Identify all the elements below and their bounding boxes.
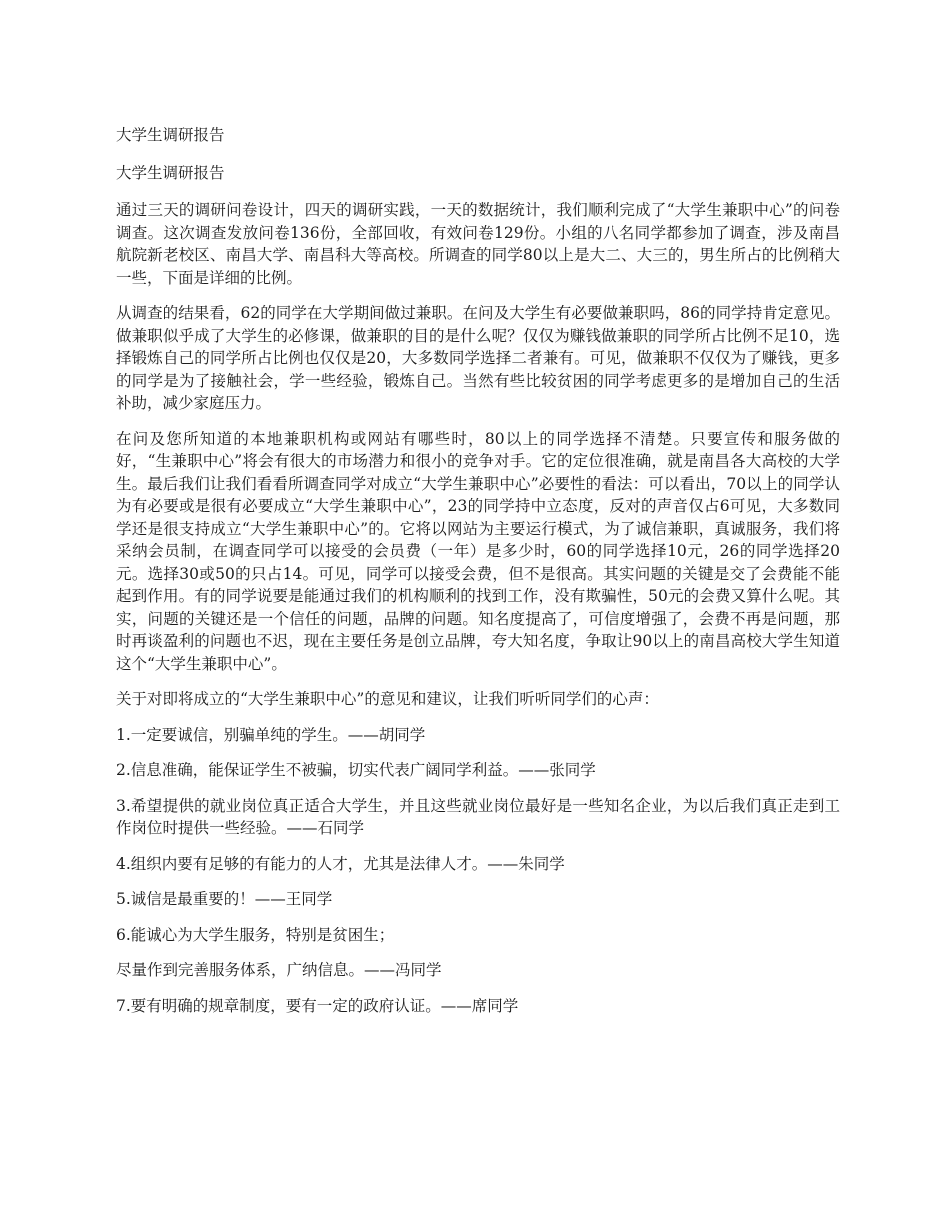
paragraph-analysis: 在问及您所知道的本地兼职机构或网站有哪些时，80以上的同学选择不清楚。只要宣传和服务做的好，“生兼职中心”将会有很大的市场潜力和很小的竞争对手。它的定位很准确，就是南昌各大高校的大学生。最后我们让我们看看所调查同学对成立“大学生兼职中心”必要性的看法：可以看出，70以上的同学认为有必要或是很有必要成立“大学生兼职中心”，23的同学持中立态度，反对的声音仅占6可见，大多数同学还是很支持成立“大学生兼职中心”的。它将以网站为主要运行模式，为了诚信兼职，真诚服务，我们将采纳会员制，在调查同学可以接受的会员费（一年）是多少时，60的同学选择10元，26的同学选择20元。选择30或50的只占14。可见，同学可以接受会费，但不是很高。其实问题的关键是交了会费能不能起到作用。有的同学说要是能通过我们的机构顺利的找到工作，没有欺骗性，50元的会费又算什么呢。其实，问题的关键还是一个信任的问题，品牌的问题。知名度提高了，可信度增强了，会费不再是问题，那时再谈盈利的问题也不迟，现在主要任务是创立品牌，夸大知名度，争取让90以上的南昌高校大学生知道这个“大学生兼职中心”。 (116, 429, 840, 673)
document-body (116, 124, 840, 1030)
suggestion-item: 2.信息准确，能保证学生不被骗，切实代表广阔同学利益。——张同学 (116, 761, 596, 779)
suggestion-item: 5.诚信是最重要的！——王同学 (116, 890, 333, 908)
suggestion-item: 3.希望提供的就业岗位真正适合大学生，并且这些就业岗位最好是一些知名企业，为以后我们真正走到工作岗位时提供一些经验。——石同学 (116, 796, 840, 837)
paragraph-results: 从调查的结果看，62的同学在大学期间做过兼职。在问及大学生有必要做兼职吗，86的同学持肯定意见。做兼职似乎成了大学生的必修课，做兼职的目的是什么呢？仅仅为赚钱做兼职的同学所占比例不足10，选择锻炼自己的同学所占比例也仅仅是20，大多数同学选择二者兼有。可见，做兼职不仅仅为了赚钱，更多的同学是为了接触社会，学一些经验，锻炼自己。当然有些比较贫困的同学考虑更多的是增加自己的生活补助，减少家庭压力。 (116, 304, 840, 412)
suggestion-item: 7.要有明确的规章制度，要有一定的政府认证。——席同学 (116, 996, 519, 1015)
suggestion-item: 1.一定要诚信，别骗单纯的学生。——胡同学 (116, 725, 426, 744)
suggestion-item: 6.能诚心为大学生服务，特别是贫困生； (116, 925, 395, 944)
paragraph-suggestions-intro: 关于对即将成立的“大学生兼职中心”的意见和建议，让我们听听同学们的心声： (116, 690, 659, 708)
document-title: 大学生调研报告 (116, 126, 225, 144)
suggestion-item: 4.组织内要有足够的有能力的人才，尤其是法律人才。——朱同学 (116, 854, 565, 873)
document-heading: 大学生调研报告 (116, 163, 225, 182)
paragraph-intro: 通过三天的调研问卷设计，四天的调研实践，一天的数据统计，我们顺利完成了“大学生兼职中心”的问卷调查。这次调查发放问卷136份，全部回收，有效问卷129份。小组的八名同学都参加了调查，涉及南昌航院新老校区、南昌大学、南昌科大等高校。所调查的同学80以上是大二、大三的，男生所占的比例稍大一些，下面是详细的比例。 (116, 201, 840, 287)
suggestion-item: 尽量作到完善服务体系，广纳信息。——冯同学 (116, 961, 442, 979)
